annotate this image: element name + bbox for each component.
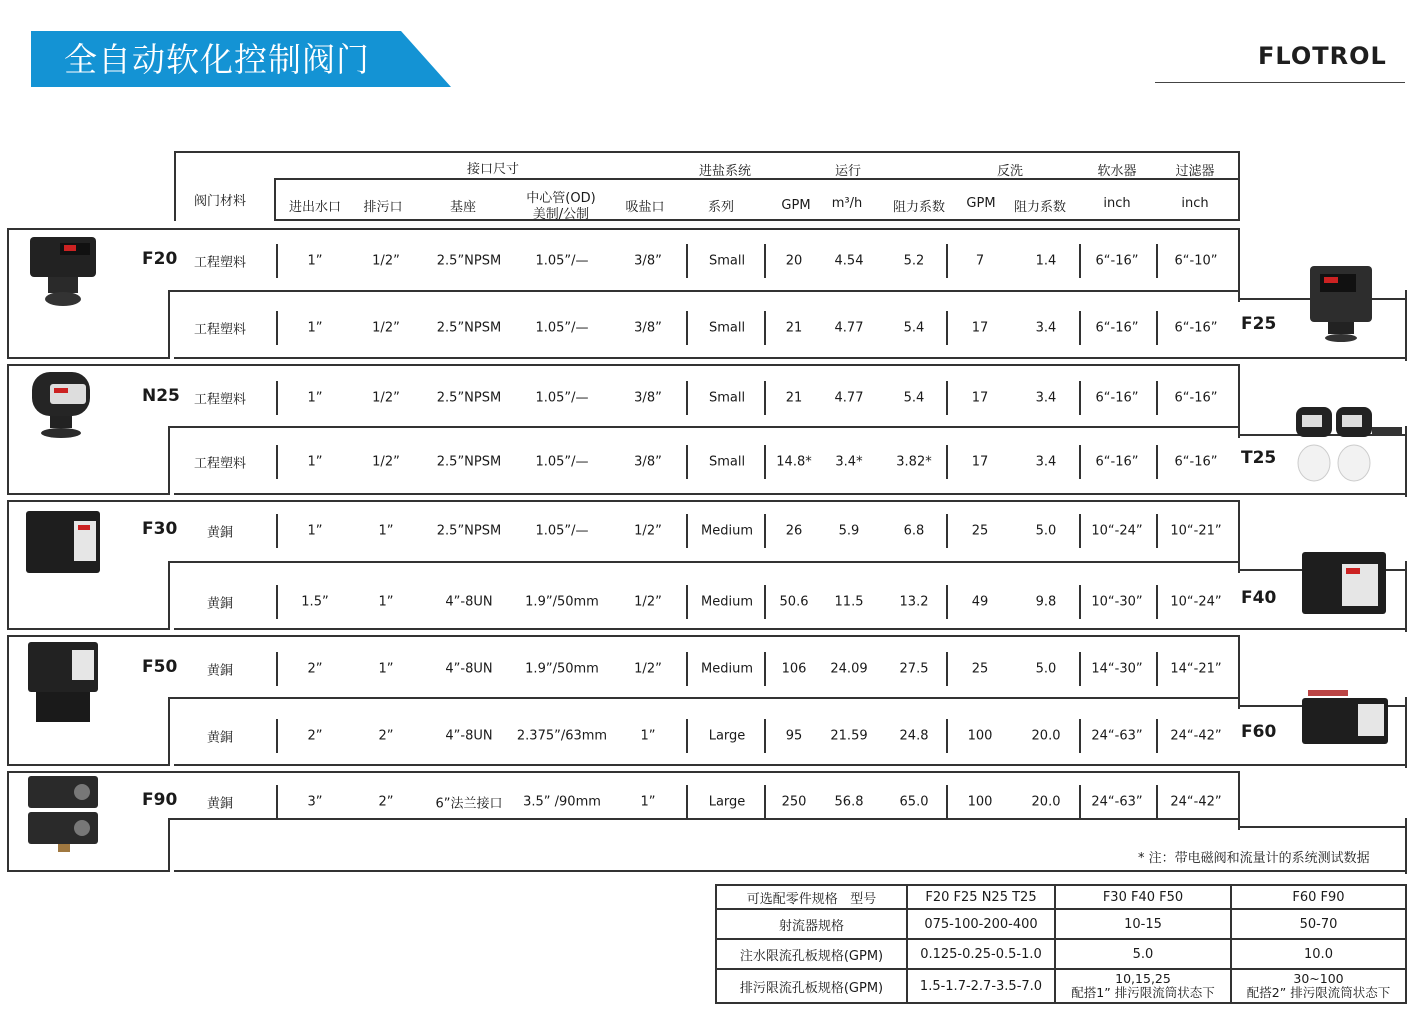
column-divider <box>1156 785 1158 819</box>
group-step-line <box>168 561 170 630</box>
cell-bw_gpm: 100 <box>967 728 993 744</box>
cell-series: Large <box>708 794 746 810</box>
cell-filter: 6“-16” <box>1174 454 1218 470</box>
cell-filter: 6“-10” <box>1174 253 1218 269</box>
cell-base: 2.5”NPSM <box>436 253 502 269</box>
cell-material: 黄銅 <box>206 663 234 679</box>
options-header-g2: F30 F40 F50 <box>1055 885 1231 909</box>
cell-bw_gpm: 25 <box>971 661 989 677</box>
group-step-line <box>168 818 170 873</box>
model-label: F60 <box>1241 722 1277 742</box>
header-softener: 软水器 <box>1097 164 1137 179</box>
options-cell: 0.125-0.25-0.5-1.0 <box>907 939 1055 969</box>
cell-gpm: 20 <box>785 253 803 269</box>
cell-base: 6”法兰接口 <box>435 796 503 812</box>
header-divider <box>274 178 276 221</box>
group-right-lower-line <box>1405 290 1407 362</box>
column-divider <box>276 311 278 345</box>
model-label: F90 <box>142 790 178 810</box>
cell-drain: 1” <box>378 523 394 539</box>
cell-softener: 6“-16” <box>1095 253 1139 269</box>
group-bottom-line <box>174 764 1407 766</box>
options-cell: 30~100 配搭2” 排污限流筒状态下 <box>1231 969 1406 1003</box>
cell-inlet: 2” <box>307 728 323 744</box>
cell-tube: 1.9”/50mm <box>525 661 599 677</box>
cell-material: 黄銅 <box>206 730 234 746</box>
header-brine-line: 吸盐口 <box>625 200 665 215</box>
cell-base: 4”-8UN <box>445 728 493 744</box>
column-divider <box>686 719 688 753</box>
brand-logo: FLOTROL <box>1258 42 1387 70</box>
cell-filter: 14“-21” <box>1170 661 1222 677</box>
cell-inlet: 1” <box>307 320 323 336</box>
f40-valve-photo <box>1298 548 1390 620</box>
header-gpm: GPM <box>781 198 811 213</box>
cell-tube: 1.05”/— <box>535 523 589 539</box>
group-mid-line <box>170 426 1240 428</box>
group-left-line <box>7 771 9 872</box>
model-label: T25 <box>1241 448 1277 468</box>
column-divider <box>276 381 278 415</box>
column-divider <box>1156 311 1158 345</box>
cell-material: 黄銅 <box>206 525 234 541</box>
options-cell: 075-100-200-400 <box>907 909 1055 939</box>
cell-gpm: 26 <box>785 523 803 539</box>
header-softener-unit: inch <box>1103 196 1131 211</box>
options-cell: 5.0 <box>1055 939 1231 969</box>
cell-drain: 2” <box>378 794 394 810</box>
model-label: F40 <box>1241 588 1277 608</box>
column-divider <box>686 514 688 548</box>
f25-valve-photo <box>1300 262 1382 342</box>
column-divider <box>764 244 766 278</box>
f50-valve-photo <box>22 640 104 728</box>
options-cell: 10.0 <box>1231 939 1406 969</box>
header-m3h: m³/h <box>831 196 863 211</box>
cell-drain: 2” <box>378 728 394 744</box>
column-divider <box>946 514 948 548</box>
column-divider <box>764 585 766 619</box>
group-left-line <box>7 228 9 359</box>
cell-series: Medium <box>701 594 753 610</box>
cell-material: 工程塑料 <box>193 255 247 271</box>
cell-bw_gpm: 17 <box>971 454 989 470</box>
cell-drain: 1” <box>378 661 394 677</box>
cell-res: 5.4 <box>903 390 925 406</box>
header-bottom-line <box>274 219 1240 221</box>
cell-softener: 10“-24” <box>1091 523 1143 539</box>
cell-brine: 1/2” <box>634 523 662 539</box>
header-right-line <box>1238 151 1240 221</box>
cell-series: Medium <box>701 523 753 539</box>
cell-series: Small <box>708 454 746 470</box>
cell-gpm: 50.6 <box>779 594 809 610</box>
group-bottom-left-line <box>7 493 170 495</box>
f60-valve-photo <box>1298 688 1392 748</box>
cell-bw_gpm: 7 <box>975 253 985 269</box>
cell-res: 65.0 <box>899 794 929 810</box>
cell-drain: 1/2” <box>372 253 400 269</box>
options-header-label: 可选配零件规格 型号 <box>716 885 907 909</box>
cell-inlet: 1” <box>307 390 323 406</box>
column-divider <box>764 311 766 345</box>
cell-res: 5.2 <box>903 253 925 269</box>
header-filter-unit: inch <box>1181 196 1209 211</box>
header-left-line <box>174 151 176 221</box>
options-row-label: 注水限流孔板规格(GPM) <box>716 939 907 969</box>
cell-inlet: 2” <box>307 661 323 677</box>
cell-series: Small <box>708 320 746 336</box>
cell-m3h: 11.5 <box>834 594 864 610</box>
cell-softener: 10“-30” <box>1091 594 1143 610</box>
cell-res: 27.5 <box>899 661 929 677</box>
cell-tube: 2.375”/63mm <box>516 728 608 744</box>
cell-bw_gpm: 100 <box>967 794 993 810</box>
cell-inlet: 1” <box>307 253 323 269</box>
cell-inlet: 1” <box>307 523 323 539</box>
cell-series: Large <box>708 728 746 744</box>
column-divider <box>946 652 948 686</box>
f30-valve-photo <box>22 507 104 579</box>
cell-filter: 6“-16” <box>1174 320 1218 336</box>
group-mid-right-line <box>1238 826 1407 828</box>
header-interface: 接口尺寸 <box>466 162 520 177</box>
column-divider <box>686 785 688 819</box>
column-divider <box>946 785 948 819</box>
cell-brine: 3/8” <box>634 253 662 269</box>
header-top-line <box>174 151 1240 153</box>
cell-brine: 1” <box>640 794 656 810</box>
cell-tube: 3.5” /90mm <box>523 794 601 810</box>
column-divider <box>1079 652 1081 686</box>
cell-drain: 1/2” <box>372 320 400 336</box>
cell-res: 24.8 <box>899 728 929 744</box>
header-brine-system: 进盐系统 <box>698 164 752 179</box>
header-inlet-outlet: 进出水口 <box>288 200 342 215</box>
column-divider <box>1156 244 1158 278</box>
cell-material: 工程塑料 <box>193 322 247 338</box>
cell-bw_res: 5.0 <box>1035 661 1057 677</box>
cell-bw_gpm: 17 <box>971 390 989 406</box>
cell-tube: 1.05”/— <box>535 320 589 336</box>
group-bottom-line <box>174 493 1407 495</box>
column-divider <box>276 445 278 479</box>
options-cell: 10,15,25 配搭1” 排污限流筒状态下 <box>1055 969 1231 1003</box>
column-divider <box>764 514 766 548</box>
cell-bw_res: 9.8 <box>1035 594 1057 610</box>
header-mid-line <box>274 178 1240 180</box>
column-divider <box>686 652 688 686</box>
model-label: F20 <box>142 249 178 269</box>
options-cell: 50-70 <box>1231 909 1406 939</box>
column-divider <box>946 311 948 345</box>
column-divider <box>946 445 948 479</box>
cell-bw_res: 1.4 <box>1035 253 1057 269</box>
column-divider <box>276 514 278 548</box>
group-top-line <box>7 228 1240 230</box>
group-right-upper-line <box>1238 771 1240 830</box>
group-left-line <box>7 500 9 630</box>
cell-m3h: 4.54 <box>834 253 864 269</box>
cell-base: 2.5”NPSM <box>436 523 502 539</box>
group-left-line <box>7 635 9 766</box>
column-divider <box>764 785 766 819</box>
cell-brine: 3/8” <box>634 320 662 336</box>
group-bottom-left-line <box>7 870 170 872</box>
model-label: F50 <box>142 657 178 677</box>
header-drain: 排污口 <box>363 200 403 215</box>
column-divider <box>1156 445 1158 479</box>
column-divider <box>946 585 948 619</box>
column-divider <box>276 652 278 686</box>
column-divider <box>276 785 278 819</box>
header-center-tube: 中心管(OD) <box>526 191 596 206</box>
cell-base: 2.5”NPSM <box>436 320 502 336</box>
cell-brine: 3/8” <box>634 390 662 406</box>
footnote: * 注：带电磁阀和流量计的系统测试数据 <box>1138 851 1370 866</box>
cell-bw_res: 3.4 <box>1035 320 1057 336</box>
options-cell: 10-15 <box>1055 909 1231 939</box>
cell-m3h: 24.09 <box>830 661 868 677</box>
cell-softener: 24“-63” <box>1091 794 1143 810</box>
column-divider <box>686 445 688 479</box>
f20-valve-photo <box>24 235 102 307</box>
cell-tube: 1.05”/— <box>535 454 589 470</box>
cell-bw_res: 3.4 <box>1035 454 1057 470</box>
header-backwash: 反洗 <box>996 164 1024 179</box>
column-divider <box>686 585 688 619</box>
group-bottom-line <box>174 357 1407 359</box>
group-mid-line <box>170 561 1240 563</box>
header-series: 系列 <box>707 200 735 215</box>
cell-m3h: 5.9 <box>838 523 860 539</box>
cell-m3h: 56.8 <box>834 794 864 810</box>
cell-series: Medium <box>701 661 753 677</box>
column-divider <box>764 652 766 686</box>
cell-bw_res: 20.0 <box>1031 728 1061 744</box>
column-divider <box>686 381 688 415</box>
n25-valve-photo <box>22 368 104 440</box>
column-divider <box>1079 445 1081 479</box>
header-bw-resistance: 阻力系数 <box>1013 200 1067 215</box>
cell-gpm: 21 <box>785 320 803 336</box>
cell-softener: 6“-16” <box>1095 390 1139 406</box>
cell-bw_gpm: 17 <box>971 320 989 336</box>
options-table <box>715 884 1407 1004</box>
column-divider <box>1079 514 1081 548</box>
options-cell: 1.5-1.7-2.7-3.5-7.0 <box>907 969 1055 1003</box>
column-divider <box>1156 585 1158 619</box>
cell-bw_gpm: 25 <box>971 523 989 539</box>
cell-base: 4”-8UN <box>445 661 493 677</box>
header-center-tube-unit: 美制/公制 <box>532 207 590 222</box>
column-divider <box>1079 311 1081 345</box>
column-divider <box>276 719 278 753</box>
column-divider <box>946 719 948 753</box>
cell-softener: 24“-63” <box>1091 728 1143 744</box>
group-bottom-left-line <box>7 628 170 630</box>
cell-inlet: 1.5” <box>301 594 329 610</box>
model-label: N25 <box>142 386 180 406</box>
cell-gpm: 250 <box>781 794 807 810</box>
model-label: F30 <box>142 519 178 539</box>
header-bw-gpm: GPM <box>966 196 996 211</box>
group-top-line <box>7 635 1240 637</box>
cell-brine: 1” <box>640 728 656 744</box>
group-step-line <box>168 426 170 496</box>
cell-drain: 1/2” <box>372 454 400 470</box>
cell-drain: 1/2” <box>372 390 400 406</box>
cell-base: 4”-8UN <box>445 594 493 610</box>
column-divider <box>764 719 766 753</box>
header-service: 运行 <box>834 164 862 179</box>
column-divider <box>1079 719 1081 753</box>
cell-bw_res: 3.4 <box>1035 390 1057 406</box>
group-right-lower-line <box>1405 697 1407 769</box>
group-top-line <box>7 771 1240 773</box>
cell-m3h: 3.4* <box>835 454 863 470</box>
group-right-lower-line <box>1405 561 1407 632</box>
cell-material: 黄銅 <box>206 596 234 612</box>
cell-res: 6.8 <box>903 523 925 539</box>
cell-base: 2.5”NPSM <box>436 390 502 406</box>
cell-base: 2.5”NPSM <box>436 454 502 470</box>
cell-softener: 14“-30” <box>1091 661 1143 677</box>
options-row-label: 排污限流孔板规格(GPM) <box>716 969 907 1003</box>
column-divider <box>1079 785 1081 819</box>
cell-material: 工程塑料 <box>193 392 247 408</box>
cell-inlet: 1” <box>307 454 323 470</box>
cell-brine: 1/2” <box>634 661 662 677</box>
group-mid-line <box>170 290 1240 292</box>
cell-m3h: 4.77 <box>834 320 864 336</box>
cell-res: 13.2 <box>899 594 929 610</box>
header-resistance: 阻力系数 <box>892 200 946 215</box>
header-base: 基座 <box>449 200 477 215</box>
column-divider <box>764 381 766 415</box>
group-step-line <box>168 290 170 360</box>
group-top-line <box>7 364 1240 366</box>
cell-series: Small <box>708 253 746 269</box>
column-divider <box>1156 719 1158 753</box>
cell-tube: 1.05”/— <box>535 253 589 269</box>
t25-valve-photo <box>1292 405 1406 485</box>
cell-filter: 10“-24” <box>1170 594 1222 610</box>
column-divider <box>1079 381 1081 415</box>
column-divider <box>276 585 278 619</box>
cell-m3h: 21.59 <box>830 728 868 744</box>
column-divider <box>946 381 948 415</box>
group-step-line <box>168 697 170 767</box>
group-left-line <box>7 364 9 495</box>
group-bottom-left-line <box>7 357 170 359</box>
cell-softener: 6“-16” <box>1095 454 1139 470</box>
cell-inlet: 3” <box>307 794 323 810</box>
cell-bw_res: 20.0 <box>1031 794 1061 810</box>
column-divider <box>686 311 688 345</box>
cell-gpm: 95 <box>785 728 803 744</box>
cell-gpm: 106 <box>781 661 807 677</box>
options-header-g3: F60 F90 <box>1231 885 1406 909</box>
cell-filter: 10“-21” <box>1170 523 1222 539</box>
cell-res: 5.4 <box>903 320 925 336</box>
group-bottom-line <box>174 870 1407 872</box>
f90-valve-photo <box>22 772 104 854</box>
cell-drain: 1” <box>378 594 394 610</box>
cell-softener: 6“-16” <box>1095 320 1139 336</box>
group-mid-line <box>170 697 1240 699</box>
column-divider <box>1156 381 1158 415</box>
column-divider <box>1156 514 1158 548</box>
column-divider <box>764 445 766 479</box>
cell-tube: 1.05”/— <box>535 390 589 406</box>
column-divider <box>276 244 278 278</box>
cell-gpm: 14.8* <box>776 454 812 470</box>
cell-bw_res: 5.0 <box>1035 523 1057 539</box>
options-row-label: 射流器规格 <box>716 909 907 939</box>
page-title: 全自动软化控制阀门 <box>64 40 370 79</box>
cell-series: Small <box>708 390 746 406</box>
column-divider <box>686 244 688 278</box>
cell-brine: 1/2” <box>634 594 662 610</box>
column-divider <box>1079 244 1081 278</box>
group-bottom-line <box>174 628 1407 630</box>
cell-bw_gpm: 49 <box>971 594 989 610</box>
cell-brine: 3/8” <box>634 454 662 470</box>
column-divider <box>946 244 948 278</box>
cell-m3h: 4.77 <box>834 390 864 406</box>
header-valve-material: 阀门材料 <box>193 194 247 209</box>
group-top-line <box>7 500 1240 502</box>
cell-tube: 1.9”/50mm <box>525 594 599 610</box>
cell-res: 3.82* <box>896 454 932 470</box>
model-label: F25 <box>1241 314 1277 334</box>
cell-filter: 6“-16” <box>1174 390 1218 406</box>
cell-gpm: 21 <box>785 390 803 406</box>
cell-filter: 24“-42” <box>1170 794 1222 810</box>
logo-underline <box>1155 82 1405 83</box>
column-divider <box>1156 652 1158 686</box>
column-divider <box>1079 585 1081 619</box>
options-header-g1: F20 F25 N25 T25 <box>907 885 1055 909</box>
group-bottom-left-line <box>7 764 170 766</box>
cell-material: 工程塑料 <box>193 456 247 472</box>
header-filter: 过滤器 <box>1175 164 1215 179</box>
cell-filter: 24“-42” <box>1170 728 1222 744</box>
cell-material: 黄銅 <box>206 796 234 812</box>
